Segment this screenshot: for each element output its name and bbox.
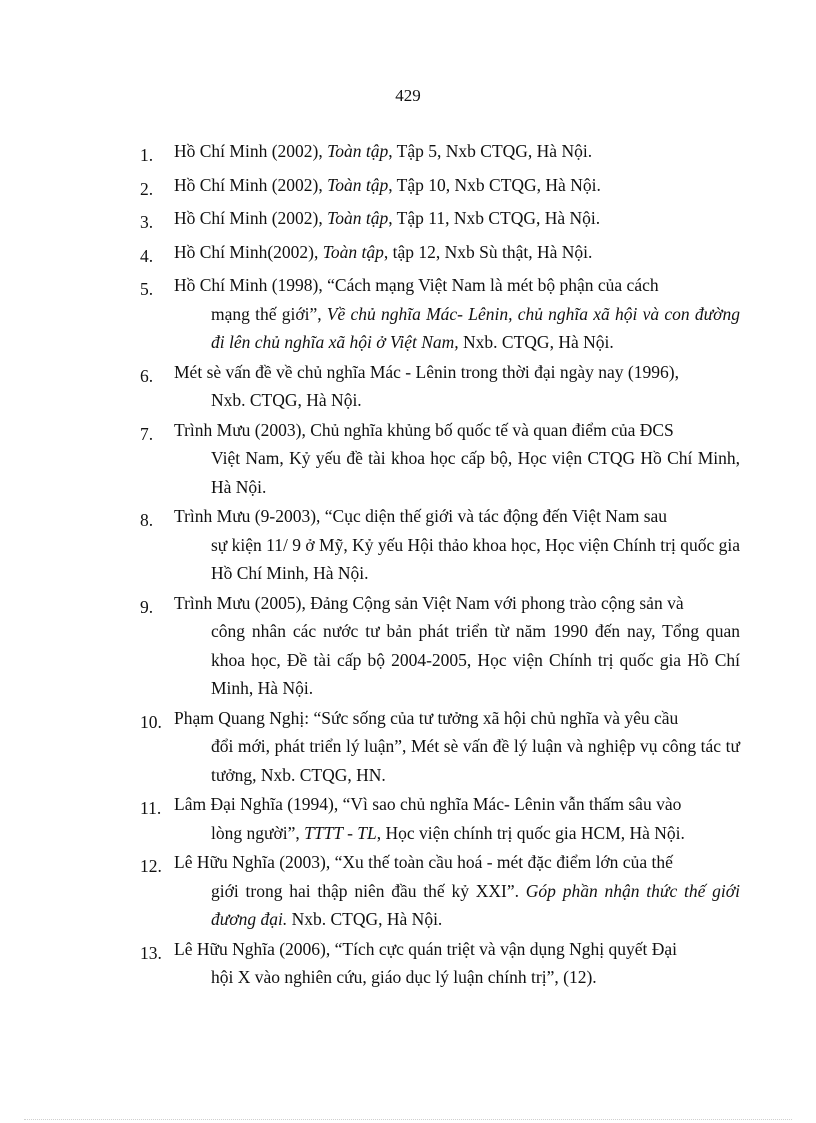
reference-number: 9.	[140, 596, 154, 617]
italic-title: Toàn tập	[327, 174, 389, 195]
reference-text: Nxb. CTQG, Hà Nội.	[211, 390, 362, 410]
reference-text: Trình Mưu (2003), Chủ nghĩa khủng bố quốc tế và quan điểm của ĐCS	[174, 419, 674, 440]
reference-item	[140, 848, 740, 934]
reference-continuation	[174, 963, 740, 992]
reference-item	[140, 704, 740, 790]
italic-title: Về chủ nghĩa Mác- Lênin, chủ nghĩa xã hội và con đường đi lên chủ nghĩa xã hội ở Việt Nam,	[211, 303, 740, 352]
reference-text: , Tập 10, Nxb CTQG, Hà Nội.	[388, 174, 601, 195]
reference-body	[174, 848, 740, 934]
reference-text: đổi mới, phát triển lý luận”, Mét sè vấn đề lý luận và nghiệp vụ công tác tư tưởng, Nxb. CTQG, HN.	[211, 736, 740, 785]
reference-number: 4.	[140, 245, 154, 266]
reference-text: Mét sè vấn đề về chủ nghĩa Mác - Lênin trong thời đại ngày nay (1996),	[174, 361, 679, 382]
reference-first-line	[174, 790, 740, 819]
reference-first-line	[174, 704, 740, 733]
reference-text: , Học viện chính trị quốc gia HCM, Hà Nội.	[376, 822, 685, 843]
reference-number: 6.	[140, 365, 154, 386]
reference-body	[174, 358, 740, 415]
reference-item	[140, 171, 740, 204]
reference-item	[140, 502, 740, 588]
reference-text: hội X vào nghiên cứu, giáo dục lý luận chính trị”, (12).	[211, 967, 597, 987]
reference-text: , Tập 11, Nxb CTQG, Hà Nội.	[388, 208, 601, 228]
reference-text: lòng người”,	[211, 822, 305, 843]
reference-body	[174, 790, 740, 847]
reference-first-line	[174, 935, 740, 964]
reference-text: Hồ Chí Minh(2002),	[174, 241, 323, 262]
reference-first-line	[174, 848, 740, 877]
reference-text: , Tập 5, Nxb CTQG, Hà Nội.	[388, 141, 593, 161]
reference-continuation	[174, 386, 740, 415]
reference-first-line	[174, 271, 740, 300]
italic-title: Toàn tập	[327, 208, 389, 228]
reference-text: , tập 12, Nxb Sù thật, Hà Nội.	[383, 241, 593, 262]
reference-continuation	[174, 877, 740, 934]
reference-first-line	[174, 416, 740, 445]
reference-item	[140, 137, 740, 170]
reference-text: Hồ Chí Minh (2002),	[174, 174, 328, 195]
reference-continuation	[174, 819, 740, 848]
reference-item	[140, 358, 740, 415]
reference-first-line	[174, 238, 740, 267]
reference-item	[140, 271, 740, 357]
reference-item	[140, 416, 740, 502]
reference-text: mạng thế giới”,	[211, 303, 327, 324]
reference-item	[140, 790, 740, 847]
reference-number: 1.	[140, 145, 154, 165]
reference-number: 8.	[140, 510, 154, 530]
reference-text: Việt Nam, Kỷ yếu đề tài khoa học cấp bộ, Học viện CTQG Hồ Chí Minh, Hà Nội.	[211, 448, 740, 497]
reference-body	[174, 171, 740, 200]
reference-continuation	[174, 617, 740, 703]
reference-first-line	[174, 137, 740, 166]
reference-number: 10.	[140, 711, 162, 732]
page-number: 429	[395, 86, 421, 105]
reference-text: Lê Hữu Nghĩa (2003), “Xu thế toàn cầu hoá - mét đặc điểm lớn của thế	[174, 852, 673, 872]
reference-text: Hồ Chí Minh (2002),	[174, 208, 328, 228]
reference-first-line	[174, 589, 740, 618]
reference-item	[140, 935, 740, 992]
reference-text: Lâm Đại Nghĩa (1994), “Vì sao chủ nghĩa Mác- Lênin vẫn thấm sâu vào	[174, 794, 682, 814]
reference-text: giới trong hai thập niên đầu thế kỷ XXI”.	[211, 880, 526, 901]
reference-body	[174, 416, 740, 502]
reference-text: Trình Mưu (9-2003), “Cục diện thế giới và tác động đến Việt Nam sau	[174, 506, 668, 526]
reference-first-line	[174, 358, 740, 387]
reference-body	[174, 137, 740, 166]
reference-item	[140, 204, 740, 237]
reference-list	[140, 137, 740, 993]
reference-body	[174, 271, 740, 357]
reference-item	[140, 238, 740, 271]
reference-text: Trình Mưu (2005), Đảng Cộng sản Việt Nam với phong trào cộng sản và	[174, 592, 684, 613]
reference-continuation	[174, 444, 740, 501]
reference-number: 11.	[140, 798, 162, 818]
reference-number: 7.	[140, 423, 154, 444]
reference-number: 13.	[140, 942, 162, 963]
reference-body	[174, 704, 740, 790]
reference-text: Phạm Quang Nghị: “Sức sống của tư tưởng xã hội chủ nghĩa và yêu cầu	[174, 707, 679, 728]
page-bottom-divider	[24, 1119, 792, 1120]
reference-number: 3.	[140, 212, 154, 232]
reference-number: 12.	[140, 856, 162, 876]
reference-first-line	[174, 502, 740, 531]
italic-title: TTTT - TL	[304, 822, 377, 843]
reference-body	[174, 238, 740, 267]
reference-text: sự kiện 11/ 9 ở Mỹ, Kỷ yếu Hội thảo khoa học, Học viện Chính trị quốc gia Hồ Chí Minh, Hà Nội.	[211, 534, 740, 583]
reference-text: Hồ Chí Minh (1998), “Cách mạng Việt Nam là mét bộ phận của cách	[174, 275, 659, 295]
reference-text: Lê Hữu Nghĩa (2006), “Tích cực quán triệt và vận dụng Nghị quyết Đại	[174, 938, 677, 959]
reference-text: công nhân các nước tư bản phát triển từ năm 1990 đến nay, Tổng quan khoa học, Đề tài cấp bộ 2004-2005, Học viện Chính trị quốc gia Hồ Chí Minh, Hà Nội.	[211, 621, 740, 698]
reference-continuation	[174, 300, 740, 357]
reference-continuation	[174, 732, 740, 789]
reference-number: 2.	[140, 178, 154, 199]
reference-body	[174, 589, 740, 703]
reference-first-line	[174, 204, 740, 233]
reference-first-line	[174, 171, 740, 200]
reference-item	[140, 589, 740, 703]
italic-title: Góp phần nhận thức thế giới đương đại.	[211, 880, 740, 929]
italic-title: Toàn tập	[322, 241, 384, 262]
italic-title: Toàn tập	[327, 141, 389, 161]
reference-body	[174, 935, 740, 992]
reference-text: Nxb. CTQG, Hà Nội.	[458, 332, 614, 352]
reference-number: 5.	[140, 279, 154, 299]
reference-continuation	[174, 531, 740, 588]
reference-text: Nxb. CTQG, Hà Nội.	[287, 909, 443, 929]
reference-body	[174, 204, 740, 233]
reference-text: Hồ Chí Minh (2002),	[174, 141, 328, 161]
reference-body	[174, 502, 740, 588]
